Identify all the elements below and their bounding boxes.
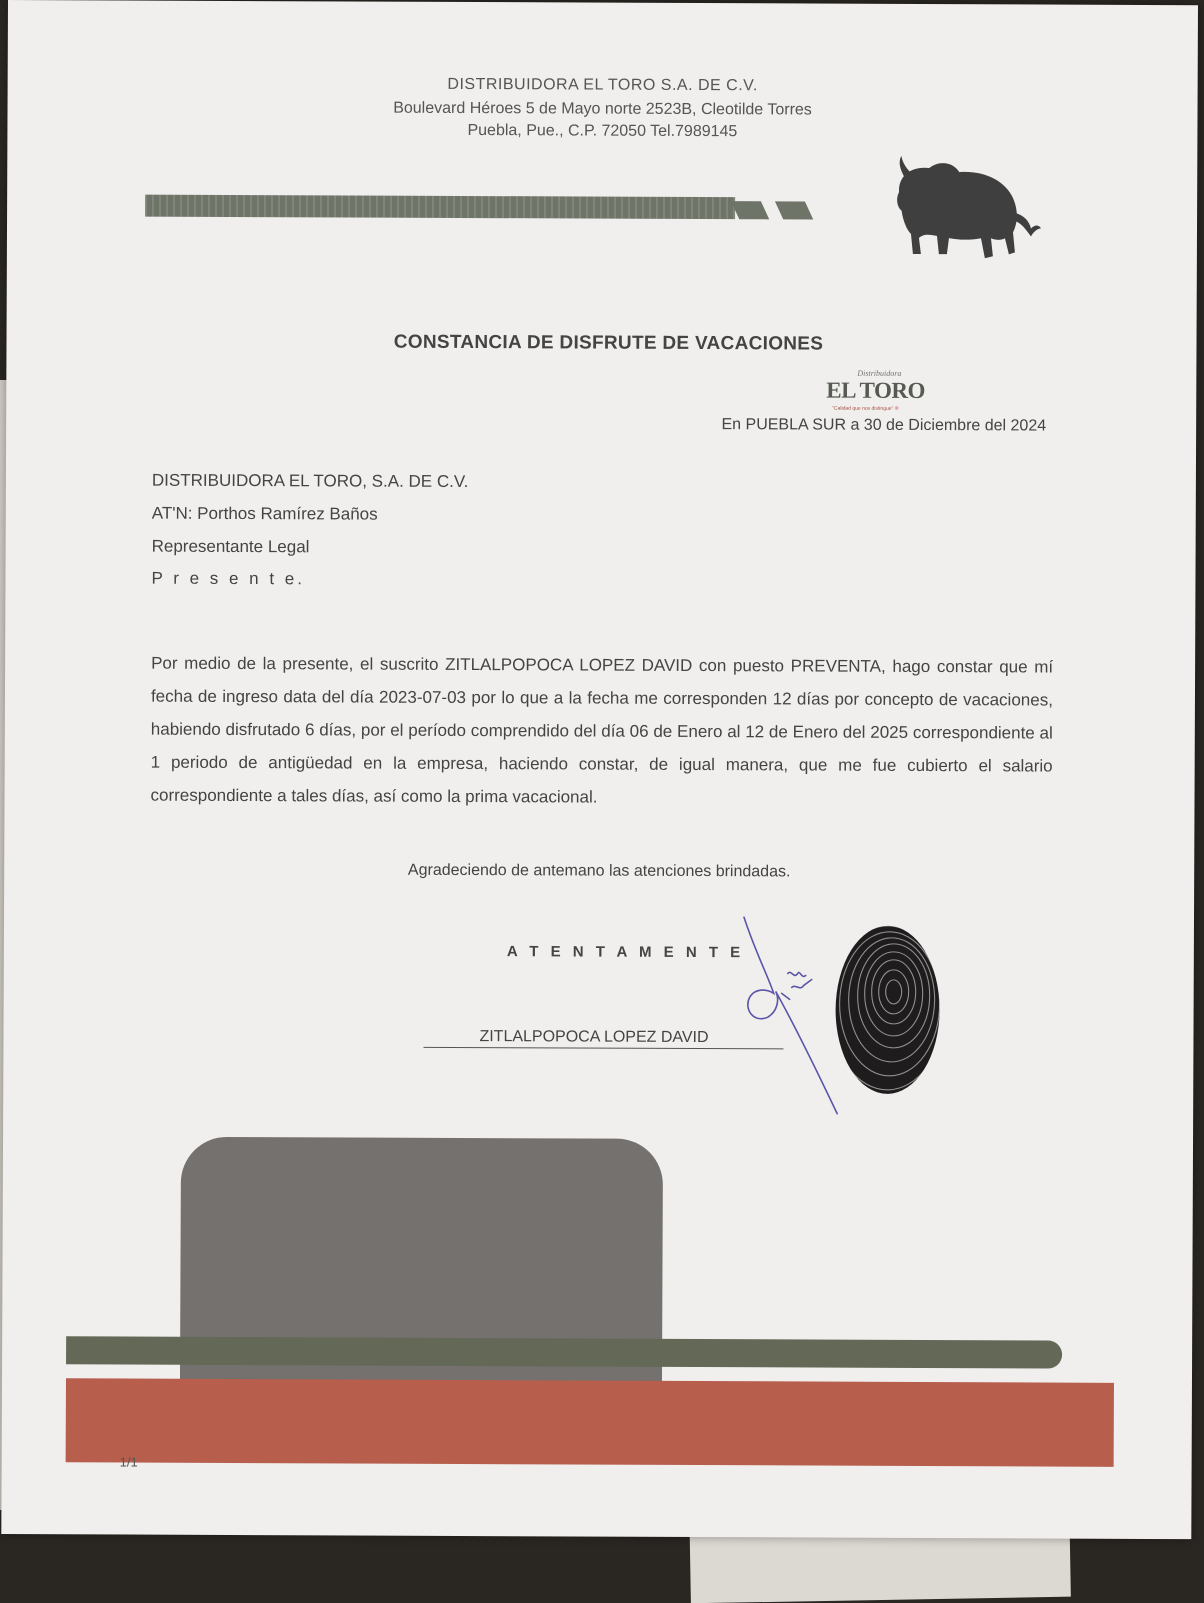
logo-tagline: "Calidad que nos distingue" ® — [832, 405, 899, 412]
footer-band-gray — [66, 1336, 1062, 1368]
signer-name: ZITLALPOPOCA LOPEZ DAVID — [479, 1028, 709, 1047]
header-company: DISTRIBUIDORA EL TORO S.A. DE C.V. — [447, 75, 758, 95]
page-number: 1/1 — [119, 1454, 138, 1470]
logo-small-text: Distribuidora — [857, 368, 902, 378]
addressee-role: Representante Legal — [151, 536, 310, 557]
fingerprint-mark — [831, 922, 944, 1098]
header-band — [145, 195, 735, 220]
addressee-attn: AT'N: Porthos Ramírez Baños — [151, 503, 378, 524]
header-address: Boulevard Héroes 5 de Mayo norte 2523B, Cleotilde Torres — [393, 99, 812, 119]
logo-name: EL TORO — [826, 377, 925, 404]
place-date: En PUEBLA SUR a 30 de Diciembre del 2024 — [721, 416, 1047, 435]
closing-label: A T E N T A M E N T E — [506, 943, 745, 962]
footer-band-red — [66, 1378, 1114, 1467]
body-paragraph: Por medio de la presente, el suscrito ZITLALPOPOCA LOPEZ DAVID con puesto PREVENTA, hago constar que mí fecha de ingreso data del día 2023-07-03 por lo que a la fecha me corresponden 12 días por concepto de vacaciones, habiendo disfrutado 6 días, por el período comprendido del día 06 de Enero al 12 de Enero del 2025 correspondiente al 1 periodo de antigüedad en la empresa, haciendo constar, de igual manera, que me fue cubierto el salario correspondiente a tales días, así como la prima vacacional. — [150, 653, 1054, 807]
addressee-company: DISTRIBUIDORA EL TORO, S.A. DE C.V. — [151, 470, 469, 492]
thanks-line: Agradeciendo de antemano las atenciones brindadas. — [407, 861, 791, 881]
signature-line — [423, 1047, 783, 1050]
header-city: Puebla, Pue., C.P. 72050 Tel.7989145 — [467, 122, 738, 141]
letter-page — [1, 0, 1198, 1539]
header-band-slash — [775, 201, 813, 219]
company-logo — [825, 154, 1046, 412]
addressee-greeting: P r e s e n t e. — [151, 568, 306, 589]
document-title: CONSTANCIA DE DISFRUTE DE VACACIONES — [393, 331, 824, 355]
bull-icon — [825, 154, 1046, 271]
header-band-slash — [731, 201, 769, 219]
